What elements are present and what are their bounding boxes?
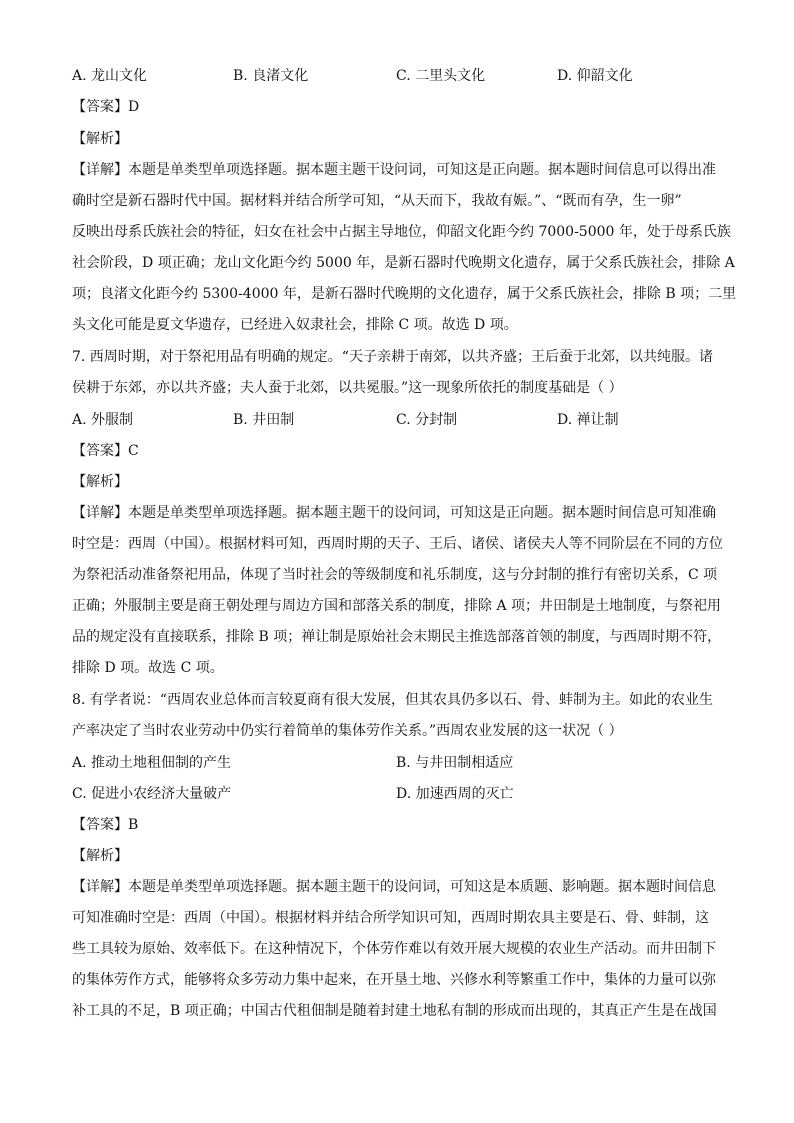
q8-option-d: D. 加速西周的灭亡 <box>396 786 514 802</box>
q6-option-d: D. 仰韶文化 <box>557 68 633 84</box>
q8-detail-line-5: 补工具的不足，B 项正确；中国古代租佃制是随着封建土地私有制的形成而出现的，其真正产生是在战国 <box>72 1003 717 1019</box>
q6-option-c: C. 二里头文化 <box>396 68 486 84</box>
q7-option-c: C. 分封制 <box>396 412 458 428</box>
q8-detail-line-2: 可知准确时空是：西周（中国）。根据材料并结合所学知识可知，西周时期农具主要是石、骨、蚌制，这 <box>72 910 709 926</box>
q7-answer-value: C <box>128 443 139 459</box>
q6-option-a: A. 龙山文化 <box>72 68 148 84</box>
q6-answer-value: D <box>128 99 140 115</box>
q7-analysis-label: 【解析】 <box>72 474 128 490</box>
q8-analysis-label: 【解析】 <box>72 848 128 864</box>
q8-detail-line-4: 的集体劳作方式，能够将众多劳动力集中起来，在开垦土地、兴修水利等繁重工作中，集体的力量可以弥 <box>72 972 716 988</box>
q7-answer-label: 【答案】 <box>72 443 128 459</box>
q7-detail-line-5: 品的规定没有直接联系，排除 B 项；禅让制是原始社会末期民主推选部落首领的制度，与西周时期不符， <box>72 629 722 645</box>
q8-option-a: A. 推动土地租佃制的产生 <box>72 755 232 771</box>
q6-answer <box>72 98 139 116</box>
q8-option-c: C. 促进小农经济大量破产 <box>72 786 232 802</box>
q6-detail-line-4: 社会阶段，D 项正确；龙山文化距今约 5000 年，是新石器时代晚期文化遗存，属于父系氏族社会，排除 A <box>72 255 735 271</box>
q8-answer-label: 【答案】 <box>72 817 128 833</box>
q8-detail-line-3: 些工具较为原始、效率低下。在这种情况下，个体劳作难以有效开展大规模的农业生产活动。而井田制下 <box>72 941 716 957</box>
q6-detail-line-1: 【详解】本题是单类型单项选择题。据本题主题干设问词，可知这是正向题。据本题时间信息可以得出准 <box>72 162 716 178</box>
q6-detail-line-6: 头文化可能是夏文华遗存，已经进入奴隶社会，排除 C 项。故选 D 项。 <box>72 317 518 333</box>
q6-detail-line-5: 项；良渚文化距今约 5300-4000 年，是新石器时代晚期的文化遗存，属于父系氏族社会，排除 B 项；二里 <box>72 286 737 302</box>
q8-answer-value: B <box>128 817 139 833</box>
q7-option-d: D. 禅让制 <box>557 412 619 428</box>
q6-analysis-label: 【解析】 <box>72 131 128 147</box>
q7-stem-line-1: 7. 西周时期，对于祭祀用品有明确的规定。“天子亲耕于南郊，以共齐盛；王后蚕于北郊，以共纯服。诸 <box>72 349 713 365</box>
q7-option-b: B. 井田制 <box>233 412 295 428</box>
q7-stem-line-2: 侯耕于东郊，亦以共齐盛；夫人蚕于北郊，以共冕服。”这一现象所依托的制度基础是（ ） <box>72 380 623 396</box>
q7-detail-line-2: 时空是：西周（中国）。根据材料可知，西周时期的天子、王后、诸侯、诸侯夫人等不同阶层在不同的方位 <box>72 536 723 552</box>
q7-detail-line-6: 排除 D 项。故选 C 项。 <box>72 660 224 676</box>
q8-stem-line-1: 8. 有学者说：“西周农业总体而言较夏商有很大发展，但其农具仍多以石、骨、蚌制为主。如此的农业生 <box>72 692 713 708</box>
q6-detail-line-2: 确时空是新石器时代中国。据材料并结合所学可知，“从天而下，我故有娠。”、“既而有孕，生一卵” <box>72 193 682 209</box>
q8-stem-line-2: 产率决定了当时农业劳动中仍实行着简单的集体劳作关系。”西周农业发展的这一状况（ ） <box>72 723 623 739</box>
q7-detail-line-1: 【详解】本题是单类型单项选择题。据本题主题干的设问词，可知这是正向题。据本题时间信息可知准确 <box>72 505 716 521</box>
q7-detail-line-4: 正确；外服制主要是商王朝处理与周边方国和部落关系的制度，排除 A 项；井田制是土地制度，与祭祀用 <box>72 598 722 614</box>
q6-option-b: B. 良渚文化 <box>233 68 309 84</box>
q8-answer <box>72 816 138 834</box>
q6-detail-line-3: 反映出母系氏族社会的特征，妇女在社会中占据主导地位，仰韶文化距今约 7000-5000 年，处于母系氏族 <box>72 224 731 240</box>
q6-answer-label: 【答案】 <box>72 99 128 115</box>
q8-detail-line-1: 【详解】本题是单类型单项选择题。据本题主题干的设问词，可知这是本质题、影响题。据本题时间信息 <box>72 879 716 895</box>
q7-option-a: A. 外服制 <box>72 412 134 428</box>
q7-answer <box>72 442 139 460</box>
q8-option-b: B. 与井田制相适应 <box>396 755 514 771</box>
q7-detail-line-3: 为祭祀活动准备祭祀用品，体现了当时社会的等级制度和礼乐制度，这与分封制的推行有密切关系，C 项 <box>72 567 718 583</box>
